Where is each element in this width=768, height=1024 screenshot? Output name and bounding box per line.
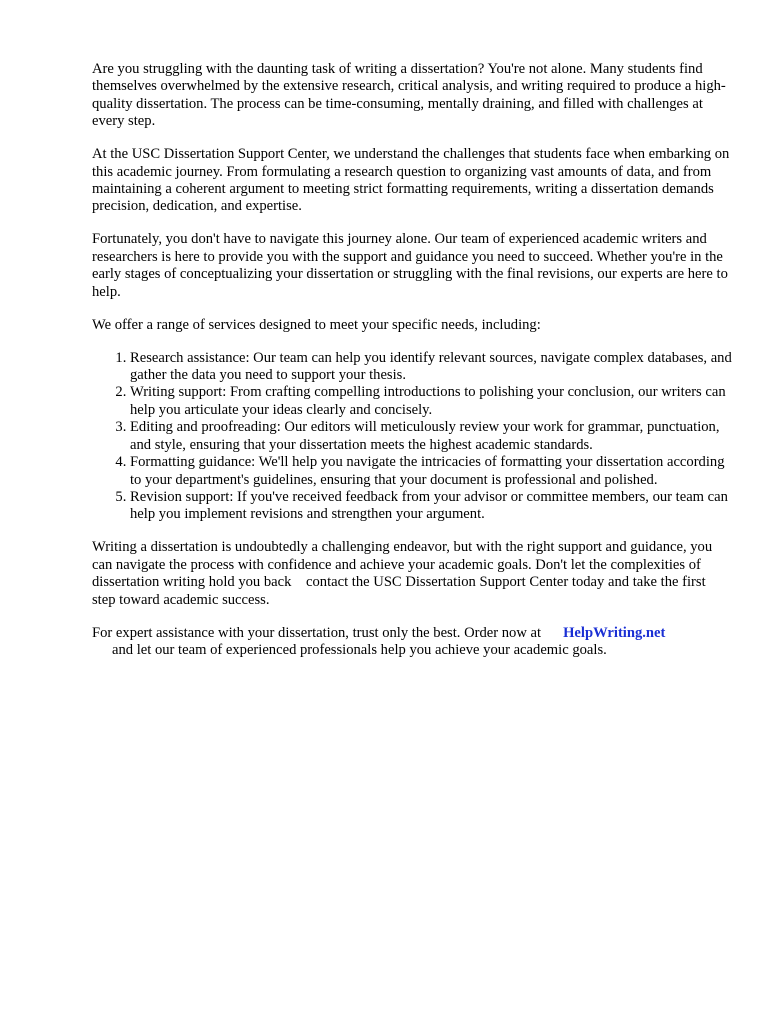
conclusion-text: Writing a dissertation is undoubtedly a challenging endeavor, but with the right support and guidance, you can navigate the process with confidence and achieve your academic goals. Don't let the complexities of dissertation writing hold you back bbox=[92, 539, 713, 591]
closing-continuation: and let our team of experienced professionals help you achieve your academic goals. bbox=[112, 641, 607, 658]
intro-paragraph: Are you struggling with the daunting task of writing a dissertation? You're not alone. Many students find themselves overwhelmed by the extensive research, critical analysis, and writing required to produce a high-quality dissertation. The process can be time-consuming, mentally draining, and filled with challenges at every step. bbox=[92, 61, 726, 130]
list-item: 1. Research assistance: Our team can help you identify relevant sources, navigate complex databases, and gather the data you need to support your thesis. bbox=[130, 350, 732, 385]
closing-text: For expert assistance with your dissertation, trust only the best. Order now at bbox=[92, 624, 542, 641]
about-paragraph: At the USC Dissertation Support Center, we understand the challenges that students face when embarking on this academic journey. From formulating a research question to organizing vast amounts of data, and from maintaining a coherent argument to meeting strict formatting requirements, writing a dissertation demands precision, dedication, and expertise. bbox=[92, 146, 730, 215]
support-paragraph: Fortunately, you don't have to navigate this journey alone. Our team of experienced academic writers and researchers is here to provide you with the support and guidance you need to succeed. Whether you're in the early stages of conceptualizing your dissertation or struggling with the final revisions, our experts are here to help. bbox=[92, 231, 728, 300]
conclusion-paragraph bbox=[92, 539, 732, 609]
document-body bbox=[92, 61, 732, 675]
list-item: 2. Writing support: From crafting compelling introductions to polishing your conclusion, our writers can help you articulate your ideas clearly and concisely. bbox=[130, 384, 732, 419]
helpwriting-link[interactable]: HelpWriting.net bbox=[563, 624, 666, 641]
conclusion-cta: contact the USC Dissertation Support Center today and take the first step toward academic success. bbox=[92, 574, 706, 608]
list-item: 3. Editing and proofreading: Our editors will meticulously review your work for grammar, punctuation, and style, ensuring that your dissertation meets the highest academic standards. bbox=[130, 419, 732, 454]
closing-paragraph bbox=[92, 625, 732, 660]
list-item: 4. Formatting guidance: We'll help you navigate the intricacies of formatting your dissertation according to your department's guidelines, ensuring that your document is professional and polished. bbox=[130, 454, 732, 489]
services-intro: We offer a range of services designed to meet your specific needs, including: bbox=[92, 316, 541, 333]
list-item: 5. Revision support: If you've received feedback from your advisor or committee members, our team can help you implement revisions and strengthen your argument. bbox=[130, 489, 732, 524]
services-list bbox=[92, 350, 732, 524]
